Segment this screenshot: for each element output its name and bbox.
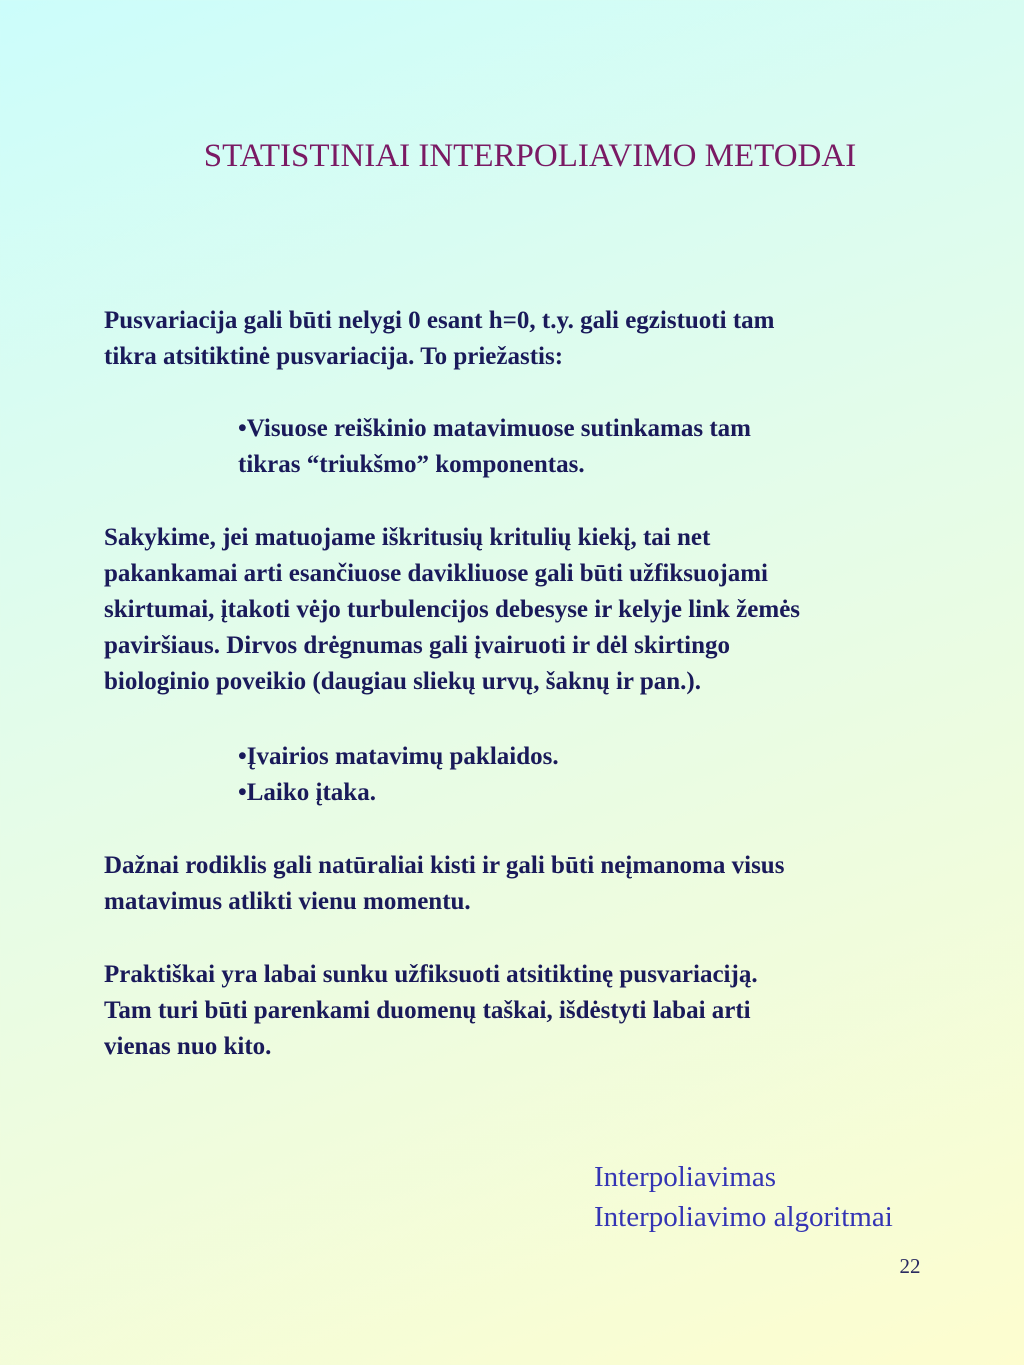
text-line: •Visuose reiškinio matavimuose sutinkamas tam <box>238 415 751 442</box>
bullet-time-influence: •Laiko įtaka. <box>238 779 376 806</box>
paragraph-intro <box>104 303 984 375</box>
bullet-list-causes <box>238 739 1024 811</box>
link-interpoliavimas[interactable]: Interpoliavimas <box>594 1161 777 1193</box>
text-line: paviršiaus. Dirvos drėgnumas gali įvairuoti ir dėl skirtingo <box>104 632 730 659</box>
page-number: 22 <box>899 1254 921 1278</box>
paragraph-example <box>104 520 984 700</box>
bullet-noise-component <box>238 411 1024 483</box>
text-line: matavimus atlikti vienu momentu. <box>104 888 471 915</box>
link-interpoliavimo-algoritmai[interactable]: Interpoliavimo algoritmai <box>594 1201 893 1233</box>
text-line: skirtumai, įtakoti vėjo turbulencijos debesyse ir kelyje link žemės <box>104 596 801 623</box>
paragraph-conclusion <box>104 957 984 1065</box>
text-line: tikras “triukšmo” komponentas. <box>238 451 585 478</box>
slide-title: STATISTINIAI INTERPOLIAVIMO METODAI <box>203 138 857 174</box>
text-line: Praktiškai yra labai sunku užfiksuoti atsitiktinę pusvariaciją. <box>104 961 758 988</box>
text-line: Dažnai rodiklis gali natūraliai kisti ir gali būti neįmanoma visus <box>104 852 785 879</box>
bullet-measurement-errors: •Įvairios matavimų paklaidos. <box>238 743 559 770</box>
paragraph-natural-variation <box>104 848 984 920</box>
text-line: Sakykime, jei matuojame iškritusių kritulių kiekį, tai net <box>104 524 711 551</box>
text-line: Pusvariacija gali būti nelygi 0 esant h=0, t.y. gali egzistuoti tam <box>104 307 775 334</box>
text-line: biologinio poveikio (daugiau sliekų urvų, šaknų ir pan.). <box>104 668 701 695</box>
text-line: Tam turi būti parenkami duomenų taškai, išdėstyti labai arti <box>104 997 751 1024</box>
navigation-links <box>594 1157 893 1237</box>
text-line: pakankamai arti esančiuose davikliuose gali būti užfiksuojami <box>104 560 769 587</box>
text-line: vienas nuo kito. <box>104 1033 272 1060</box>
text-line: tikra atsitiktinė pusvariacija. To priežastis: <box>104 343 564 370</box>
